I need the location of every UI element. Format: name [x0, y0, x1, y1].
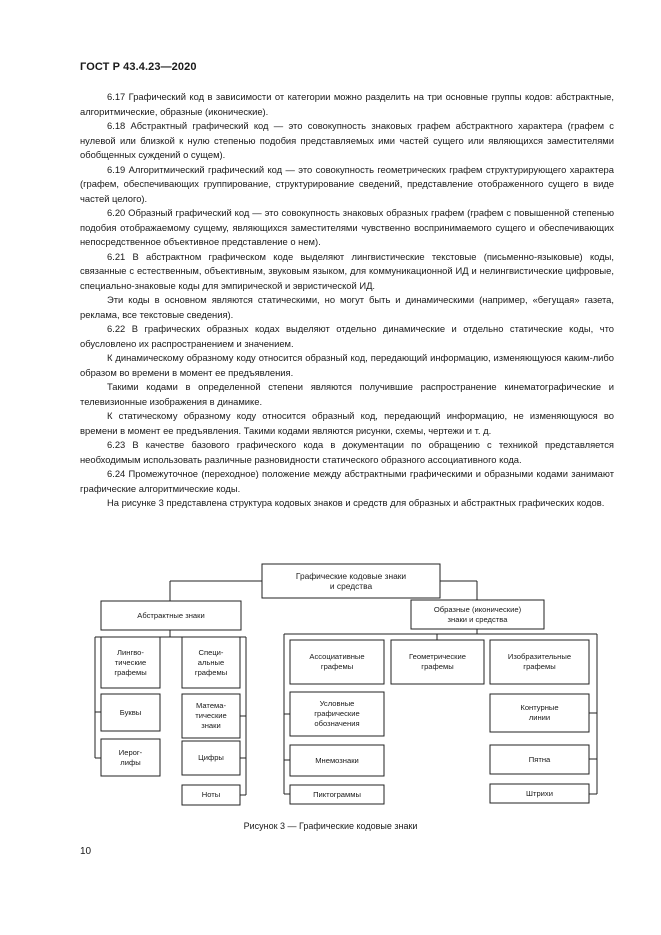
page-number: 10: [80, 846, 92, 857]
paragraph-6-22-examples: Такими кодами в определенной степени являются получившие распространение кинематографические и телевизионные изображения в динамике.: [80, 381, 614, 407]
label-math: Матема- тические знаки: [195, 701, 227, 730]
paragraph-6-24: 6.24 Промежуточное (переходное) положение между абстрактными графическими и образными кодами занимают графические алгоритмические коды.: [80, 468, 614, 494]
paragraph-figure-intro: На рисунке 3 представлена структура кодовых знаков и средств для образных и абстрактных графических кодов.: [107, 497, 605, 508]
document-header: ГОСТ Р 43.4.23—2020: [80, 61, 197, 73]
paragraph-6-22-dynamic: К динамическому образному коду относится образный код, передающий информацию, изменяющуюся каким-либо образом во времени в момент ее предъявления.: [80, 352, 614, 378]
label-contour: Контурные линии: [520, 703, 559, 722]
label-conditional: Условные графические обозначения: [314, 699, 360, 728]
label-root: Графические кодовые знаки и средства: [295, 571, 407, 591]
label-notes: Ноты: [201, 790, 221, 799]
label-ling: Лингво- тические графемы: [114, 647, 147, 677]
paragraph-6-23: 6.23 В качестве базового графического кода в документации по обращению с техникой представляется необходимым использовать различные разновидности статического образного ассоциативного кода.: [80, 439, 614, 465]
label-digits: Цифры: [198, 753, 224, 762]
paragraph-6-19: 6.19 Алгоритмический графический код — это совокупность геометрических графем структурирующего характера (графем, обеспечивающих группирование, структурирование сведений, представление отображенного сущего в виде частей целого).: [80, 163, 614, 204]
label-mnemo: Мнемознаки: [315, 755, 359, 765]
label-strokes: Штрихи: [526, 788, 553, 798]
figure-caption: Рисунок 3 — Графические кодовые знаки: [243, 821, 418, 831]
paragraph-6-21: 6.21 В абстрактном графическом коде выделяют лингвистические текстовые (письменно-языковые) коды, связанные с естественным, объективным, звуковым языком, для коммуникационной ИД и нелингвистические цифровые, специально-знаковые коды для эмпирической и эвристической ИД.: [80, 250, 614, 291]
label-special: Специ- альные графемы: [194, 647, 228, 677]
paragraph-6-22: 6.22 В графических образных кодах выделяют отдельно динамические и отдельно статические коды, что обусловлено их распространением и значением.: [80, 323, 614, 349]
label-hiero: Иерог- лифы: [118, 747, 143, 767]
paragraph-6-21-cont: Эти коды в основном являются статическими, но могут быть и динамическими (например, «бегущая» газета, реклама, все текстовые сведения).: [80, 294, 614, 320]
label-letters: Буквы: [119, 707, 142, 717]
label-abstract: Абстрактные знаки: [137, 610, 205, 620]
paragraph-6-18: 6.18 Абстрактный графический код — это совокупность знаковых графем абстрактного характера (графем с нулевой или близкой к нулю степенью подобия представляемых ими частей сущего или являющихся заместителями обобщенных суждений о сущем).: [80, 120, 614, 160]
label-figurative: Образные (иконические) знаки и средства: [433, 604, 522, 624]
label-geom: Геометрические графемы: [409, 652, 466, 671]
paragraph-6-22-static: К статическому образному коду относится образный код, передающий информацию, не изменяющуюся во времени в момент ее предъявления. Такими кодами являются рисунки, схемы, чертежи и т. д.: [80, 410, 614, 436]
paragraph-6-20: 6.20 Образный графический код — это совокупность знаковых образных графем (графем с повышенной степенью подобия отображаемому сущему, являющихся заместителями чувственно воспринимаемого сущего и обеспечивающих непосредственное объективное представление о нем).: [80, 207, 614, 247]
label-picto: Пиктограммы: [313, 789, 361, 799]
label-assoc: Ассоциативные графемы: [309, 652, 365, 671]
label-pictorial: Изобразительные графемы: [507, 652, 572, 671]
paragraph-6-17: 6.17 Графический код в зависимости от категории можно разделить на три основные группы кодов: абстрактные, алгоритмические, образные (иконические).: [80, 91, 614, 117]
label-spots: Пятна: [528, 754, 551, 764]
